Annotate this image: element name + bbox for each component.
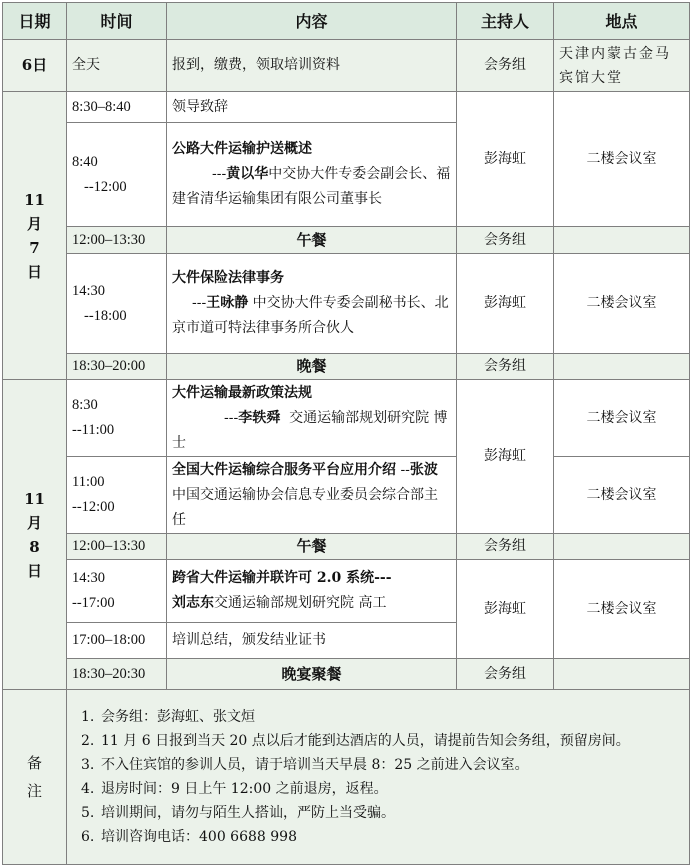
day8-host-afternoon: 彭海虹: [457, 560, 554, 659]
note-number: 2.: [81, 733, 95, 749]
day8-place-afternoon: 二楼会议室: [554, 560, 690, 659]
day7-dinner-host: 会务组: [457, 354, 554, 380]
speaker-info: 中交协大件专委会副秘书长、北京市道可特法律事务所合伙人: [172, 295, 449, 336]
note-number: 4.: [81, 781, 95, 797]
day7-row-3: [3, 227, 690, 254]
notes-label-char: 注: [26, 782, 42, 800]
time-end: --12:00: [84, 178, 127, 195]
session-speaker-line: [172, 591, 451, 616]
header-date: 日期: [3, 3, 67, 40]
day7-content-2: [167, 123, 457, 227]
day8-content-2: [167, 457, 457, 534]
day8-content-1: [167, 380, 457, 457]
notes-row: [3, 690, 690, 865]
day7-lunch-host: 会务组: [457, 227, 554, 254]
day7-date-part: 7: [29, 238, 40, 257]
day8-time-6: 18:30–20:30: [67, 659, 167, 690]
day6-host: 会务组: [457, 40, 554, 92]
time-end: --17:00: [72, 595, 115, 611]
day8-date-part: 日: [26, 561, 42, 580]
day6-place: 天津内蒙古金马宾馆大堂: [554, 40, 690, 92]
session-title: 大件运输最新政策法规: [172, 384, 312, 401]
day7-time-5: 18:30–20:00: [67, 354, 167, 380]
speaker-name: 刘志东: [172, 595, 214, 611]
day7-lunch-place: [554, 227, 690, 254]
session-title: 全国大件运输综合服务平台应用介绍: [172, 461, 396, 478]
header-place: 地点: [554, 3, 690, 40]
speaker-dash: --: [400, 461, 410, 478]
notes-label-char: 备: [26, 754, 42, 772]
day8-time-4: [67, 560, 167, 623]
day6-time: 全天: [67, 40, 167, 92]
speaker-name: 李轶舜: [238, 409, 281, 426]
day8-row-4: [3, 560, 690, 623]
time-start: 14:30: [72, 570, 106, 586]
day8-content-5: 培训总结，颁发结业证书: [167, 623, 457, 659]
day6-content: 报到，缴费，领取培训资料: [167, 40, 457, 92]
day6-date: 6日: [3, 40, 67, 92]
day8-time-2: [67, 457, 167, 534]
note-text: 会务组：彭海虹、张文烜: [101, 709, 255, 725]
day7-content-1: 领导致辞: [167, 92, 457, 123]
header-row: [3, 3, 690, 40]
day7-date: [3, 92, 67, 380]
time-end: --11:00: [72, 422, 115, 438]
day7-row-1: [3, 92, 690, 123]
time-start: 8:30: [72, 397, 98, 413]
day8-content-4: [167, 560, 457, 623]
day8-time-5: 17:00–18:00: [67, 623, 167, 659]
session-speaker-line: [172, 406, 451, 456]
day7-dinner: 晚餐: [167, 354, 457, 380]
speaker-name: 黄以华: [226, 166, 269, 182]
day7-host-morning: 彭海虹: [457, 92, 554, 227]
time-start: 14:30: [72, 282, 106, 299]
day8-date-part: 11: [24, 489, 45, 508]
day7-row-4: [3, 254, 690, 354]
time-start: 11:00: [72, 474, 105, 490]
session-speaker-line: [172, 291, 451, 341]
day8-host-morning: 彭海虹: [457, 380, 554, 534]
day7-date-part: 11: [24, 190, 45, 209]
session-title: 跨省大件运输并联许可 2.0 系统---: [172, 570, 392, 586]
session-title: 公路大件运输护送概述: [172, 141, 312, 157]
note-text: 11 月 6 日报到当天 20 点以后才能到达酒店的人员，请提前告知会务组，预留房间。: [101, 733, 630, 749]
note-number: 6.: [81, 829, 95, 845]
day8-place-2: 二楼会议室: [554, 457, 690, 534]
day7-time-4: [67, 254, 167, 354]
day8-banquet: 晚宴聚餐: [167, 659, 457, 690]
day7-date-part: 月: [26, 214, 42, 233]
day8-date-part: 月: [26, 513, 42, 532]
row-day6: [3, 40, 690, 92]
header-host: 主持人: [457, 3, 554, 40]
day8-date: [3, 380, 67, 690]
note-item: [75, 801, 681, 825]
note-text: 不入住宾馆的参训人员，请于培训当天早晨 8：25 之前进入会议室。: [101, 757, 529, 773]
day7-dinner-place: [554, 354, 690, 380]
speaker-info: 交通运输部规划研究院 高工: [214, 595, 387, 611]
time-start: 8:40: [72, 153, 98, 170]
day7-place-afternoon: 二楼会议室: [554, 254, 690, 354]
day7-date-part: 日: [26, 262, 42, 281]
note-item: [75, 729, 681, 753]
day8-banquet-host: 会务组: [457, 659, 554, 690]
header-content: 内容: [167, 3, 457, 40]
day8-lunch-place: [554, 534, 690, 560]
speaker-name: 王咏静: [206, 295, 249, 311]
session-speaker-line: [172, 162, 451, 212]
note-text: 培训期间，请勿与陌生人搭讪，严防上当受骗。: [101, 805, 395, 821]
note-item: [75, 777, 681, 801]
day7-time-2: [67, 123, 167, 227]
notes-label: [3, 690, 67, 865]
day8-row-6: [3, 659, 690, 690]
notes-content: [67, 690, 690, 865]
day8-row-3: [3, 534, 690, 560]
session-title: 大件保险法律事务: [172, 270, 284, 286]
speaker-dash: ---: [212, 166, 227, 182]
header-time: 时间: [67, 3, 167, 40]
day7-place-morning: 二楼会议室: [554, 92, 690, 227]
note-item: [75, 705, 681, 729]
note-text: 培训咨询电话：400 6688 998: [101, 829, 297, 845]
note-text: 退房时间：9 日上午 12:00 之前退房，返程。: [101, 781, 388, 797]
note-item: [75, 825, 681, 849]
time-end: --18:00: [84, 307, 127, 324]
note-number: 5.: [81, 805, 95, 821]
day8-banquet-place: [554, 659, 690, 690]
day7-lunch: 午餐: [167, 227, 457, 254]
note-number: 3.: [81, 757, 95, 773]
day8-lunch-host: 会务组: [457, 534, 554, 560]
day8-lunch: 午餐: [167, 534, 457, 560]
note-item: [75, 753, 681, 777]
time-end: --12:00: [72, 499, 115, 515]
speaker-name: 张波: [409, 461, 438, 478]
day7-content-4: [167, 254, 457, 354]
speaker-info: 中交协大件专委会副会长、福建省清华运输集团有限公司董事长: [172, 166, 451, 207]
day8-row-1: [3, 380, 690, 457]
day7-time-3: 12:00–13:30: [67, 227, 167, 254]
speaker-dash: ---: [192, 295, 207, 311]
day7-time-1: 8:30–8:40: [67, 92, 167, 123]
speaker-info: 交通运输部规划研究院 博士: [172, 409, 448, 451]
speaker-dash: ---: [224, 409, 239, 426]
day7-row-5: [3, 354, 690, 380]
day7-host-afternoon: 彭海虹: [457, 254, 554, 354]
day8-date-part: 8: [29, 537, 40, 556]
day8-row-2: [3, 457, 690, 534]
day8-time-3: 12:00–13:30: [67, 534, 167, 560]
day8-place-1: 二楼会议室: [554, 380, 690, 457]
speaker-info: 中国交通运输协会信息专业委员会综合部主任: [172, 486, 438, 528]
note-number: 1.: [81, 709, 95, 725]
day8-time-1: [67, 380, 167, 457]
notes-list: [75, 705, 681, 849]
schedule-table: [2, 2, 690, 865]
